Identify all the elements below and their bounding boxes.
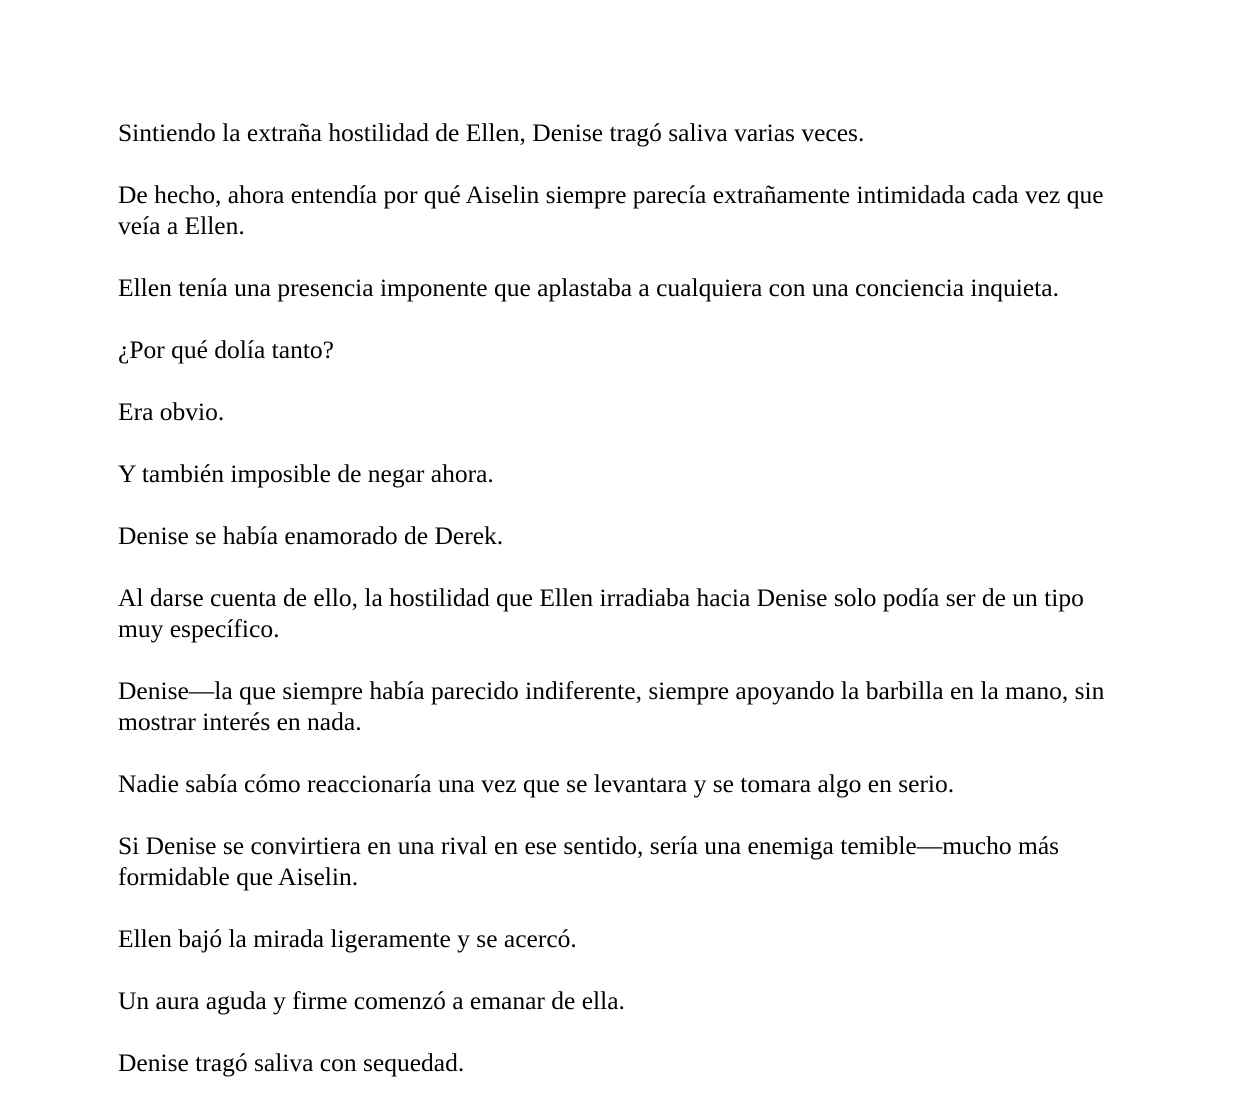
- paragraph: Era obvio.: [118, 397, 225, 426]
- paragraph: Un aura aguda y firme comenzó a emanar de ella.: [118, 986, 625, 1015]
- paragraph: ¿Por qué dolía tanto?: [118, 335, 334, 364]
- paragraph: Nadie sabía cómo reaccionaría una vez que se levantara y se tomara algo en serio.: [118, 769, 955, 798]
- paragraph: Denise se había enamorado de Derek.: [118, 521, 504, 550]
- paragraph: Y también imposible de negar ahora.: [118, 459, 494, 488]
- paragraph: Ellen tenía una presencia imponente que aplastaba a cualquiera con una conciencia inquieta.: [118, 273, 1059, 302]
- paragraph: Sintiendo la extraña hostilidad de Ellen, Denise tragó saliva varias veces.: [118, 118, 865, 147]
- paragraph: Denise tragó saliva con sequedad.: [118, 1048, 465, 1077]
- paragraph: Al darse cuenta de ello, la hostilidad que Ellen irradiaba hacia Denise solo podía ser de un tipo muy específico.: [118, 583, 1084, 643]
- document-body: [118, 117, 1128, 1109]
- paragraph: Ellen bajó la mirada ligeramente y se acercó.: [118, 924, 577, 953]
- paragraph: De hecho, ahora entendía por qué Aiselin siempre parecía extrañamente intimidada cada vez que veía a Ellen.: [118, 180, 1104, 240]
- paragraph: Si Denise se convirtiera en una rival en ese sentido, sería una enemiga temible—mucho más formidable que Aiselin.: [118, 831, 1060, 891]
- paragraph: Denise—la que siempre había parecido indiferente, siempre apoyando la barbilla en la mano, sin mostrar interés en nada.: [118, 676, 1105, 736]
